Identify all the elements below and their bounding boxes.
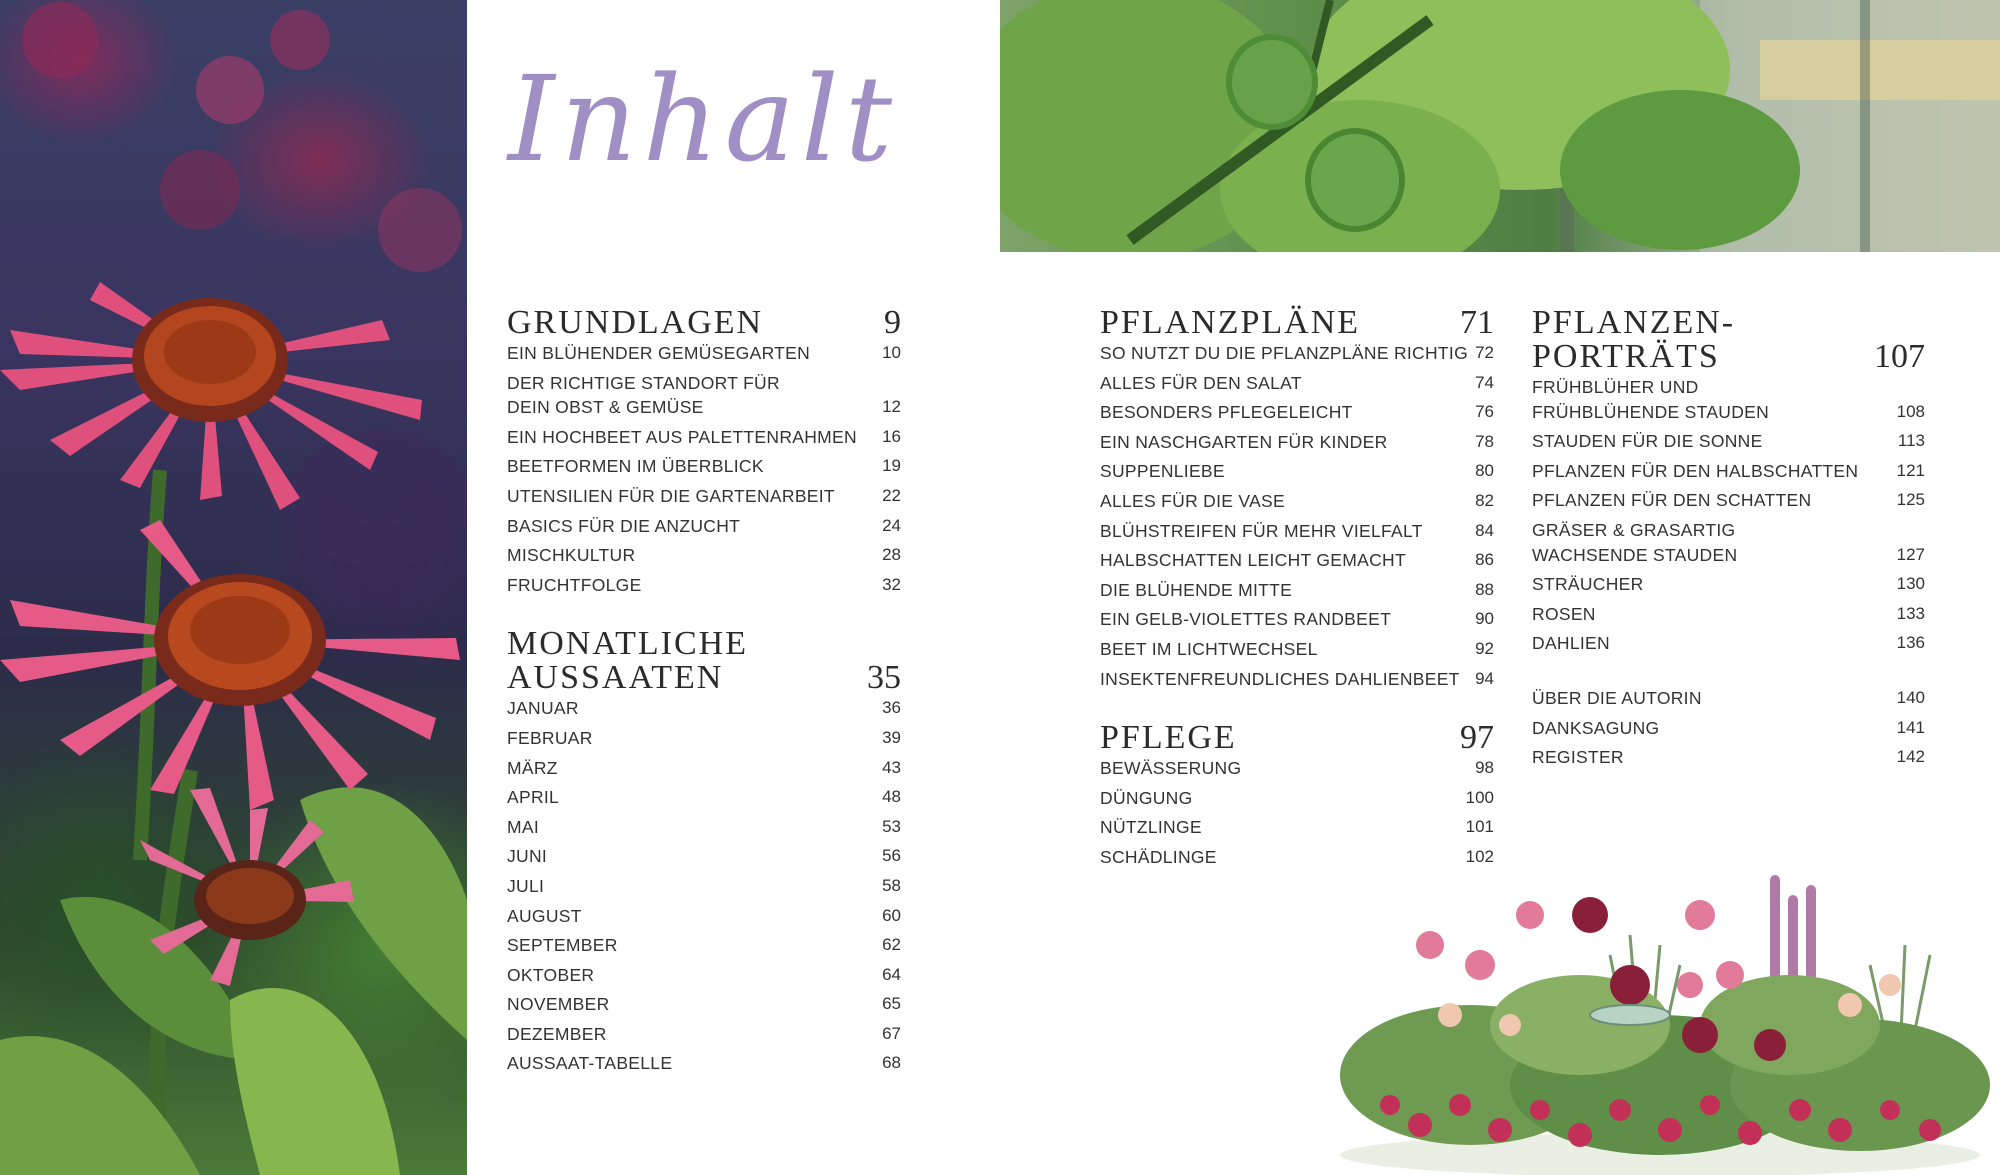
toc-extras xyxy=(1532,686,1925,770)
toc-entry[interactable] xyxy=(507,484,901,509)
entry-page: 80 xyxy=(1475,461,1494,481)
entry-page: 78 xyxy=(1475,431,1494,451)
entry-page: 28 xyxy=(882,545,901,565)
entry-page: 92 xyxy=(1475,638,1494,658)
entry-label: SEPTEMBER xyxy=(507,935,618,956)
entry-page: 127 xyxy=(1896,544,1925,564)
entry-page: 10 xyxy=(882,343,901,362)
entry-label: MÄRZ xyxy=(507,757,558,778)
entry-page: 136 xyxy=(1896,633,1925,653)
entry-label: ALLES FÜR DIE VASE xyxy=(1100,490,1285,511)
toc-entry[interactable] xyxy=(507,454,901,479)
section-title: PFLEGE xyxy=(1100,719,1237,757)
entry-label: BEETFORMEN IM ÜBERBLICK xyxy=(507,456,764,477)
entry-page: 62 xyxy=(882,935,901,955)
toc-entry[interactable] xyxy=(1100,430,1494,455)
entry-page: 53 xyxy=(882,816,901,836)
entry-page: 65 xyxy=(882,994,901,1014)
entry-label: DANKSAGUNG xyxy=(1532,717,1660,738)
entry-page: 82 xyxy=(1475,490,1494,510)
toc-entry[interactable] xyxy=(1100,756,1494,781)
entry-label: EIN GELB-VIOLETTES RANDBEET xyxy=(1100,609,1392,630)
echinacea-photo xyxy=(0,0,467,1175)
entry-label: ROSEN xyxy=(1532,603,1596,624)
toc-entry[interactable] xyxy=(1532,488,1925,513)
toc-entry[interactable] xyxy=(1100,341,1494,366)
entry-label: JANUAR xyxy=(507,698,579,719)
entry-label: BLÜHSTREIFEN FÜR MEHR VIELFALT xyxy=(1100,520,1423,541)
toc-section-grundlagen xyxy=(507,306,901,597)
toc-entry[interactable] xyxy=(1100,371,1494,396)
toc-column-3 xyxy=(1532,306,1925,775)
entry-label: PFLANZEN FÜR DEN SCHATTEN xyxy=(1532,490,1812,511)
entry-page: 58 xyxy=(882,875,901,895)
entry-page: 98 xyxy=(1475,758,1494,778)
entry-page: 142 xyxy=(1896,747,1925,767)
toc-entry[interactable] xyxy=(507,514,901,539)
section-page: 107 xyxy=(1874,338,1925,375)
entry-page: 74 xyxy=(1475,372,1494,392)
toc-entry[interactable] xyxy=(1532,518,1925,567)
toc-entry[interactable] xyxy=(507,933,901,958)
entry-page: 12 xyxy=(882,397,901,417)
entry-label: FRÜHBLÜHER UND FRÜHBLÜHENDE STAUDEN xyxy=(1532,377,1770,422)
entry-page: 67 xyxy=(882,1023,901,1043)
entry-page: 133 xyxy=(1896,603,1925,623)
entry-label: OKTOBER xyxy=(507,964,595,985)
entry-page: 43 xyxy=(882,757,901,777)
toc-entry[interactable] xyxy=(507,815,901,840)
toc-entry[interactable] xyxy=(507,573,901,598)
toc-section-monatliche-aussaaten xyxy=(507,627,901,1076)
entry-page: 88 xyxy=(1475,579,1494,599)
section-title: PFLANZPLÄNE xyxy=(1100,304,1361,341)
entry-page: 56 xyxy=(882,846,901,866)
entry-page: 76 xyxy=(1475,402,1494,422)
entry-label: DAHLIEN xyxy=(1532,633,1610,654)
entry-label: NÜTZLINGE xyxy=(1100,817,1202,838)
entry-label: BEWÄSSERUNG xyxy=(1100,758,1242,779)
entry-label: DIE BLÜHENDE MITTE xyxy=(1100,579,1293,600)
section-heading[interactable] xyxy=(1532,306,1925,374)
entry-page: 64 xyxy=(882,964,901,984)
entry-label: MAI xyxy=(507,816,540,837)
entry-label: ALLES FÜR DEN SALAT xyxy=(1100,372,1302,393)
entry-page: 16 xyxy=(882,426,901,446)
entry-page: 121 xyxy=(1896,460,1925,480)
section-heading[interactable] xyxy=(507,627,901,695)
toc-entry[interactable] xyxy=(1100,459,1494,484)
section-page: 97 xyxy=(1460,719,1494,757)
toc-entry[interactable] xyxy=(1100,400,1494,425)
toc-entry[interactable] xyxy=(1532,745,1925,770)
entry-page: 68 xyxy=(882,1053,901,1073)
entry-label: JUNI xyxy=(507,846,548,867)
toc-section-pflanzen-portraets xyxy=(1532,306,1925,656)
toc-entry[interactable] xyxy=(1100,578,1494,603)
entry-label: MISCHKULTUR xyxy=(507,545,636,566)
section-heading[interactable] xyxy=(1100,721,1494,755)
entry-label: SCHÄDLINGE xyxy=(1100,846,1217,867)
toc-entry[interactable] xyxy=(1100,637,1494,662)
toc-entry[interactable] xyxy=(1100,815,1494,840)
entry-label: APRIL xyxy=(507,787,560,808)
section-page: 35 xyxy=(867,659,901,697)
toc-entry[interactable] xyxy=(507,844,901,869)
entry-page: 84 xyxy=(1475,520,1494,540)
entry-label: GRÄSER & GRASARTIG WACHSENDE STAUDEN xyxy=(1532,519,1738,565)
entry-page: 108 xyxy=(1896,401,1925,421)
entry-label: SUPPENLIEBE xyxy=(1100,461,1225,482)
entry-label: DÜNGUNG xyxy=(1100,787,1193,808)
entry-label: EIN BLÜHENDER GEMÜSEGARTEN xyxy=(507,343,811,363)
entry-page: 39 xyxy=(882,727,901,747)
toc-entry[interactable] xyxy=(1100,667,1494,692)
entry-label: NOVEMBER xyxy=(507,994,610,1015)
entry-label: BASICS FÜR DIE ANZUCHT xyxy=(507,515,741,536)
entry-page: 24 xyxy=(882,515,901,535)
entry-label: PFLANZEN FÜR DEN HALBSCHATTEN xyxy=(1532,460,1859,481)
toc-entry[interactable] xyxy=(507,726,901,751)
toc-entry[interactable] xyxy=(507,904,901,929)
toc-entry[interactable] xyxy=(507,756,901,781)
section-title: MONATLICHE AUSSAATEN xyxy=(507,625,748,697)
toc-entry[interactable] xyxy=(507,785,901,810)
entry-label: FRUCHTFOLGE xyxy=(507,574,642,595)
toc-entry[interactable] xyxy=(1100,519,1494,544)
entry-page: 130 xyxy=(1896,574,1925,594)
toc-section-pflege xyxy=(1100,721,1494,869)
section-heading[interactable] xyxy=(507,306,901,340)
toc-entry[interactable] xyxy=(1532,375,1925,424)
toc-entry[interactable] xyxy=(1100,607,1494,632)
toc-entry[interactable] xyxy=(507,992,901,1017)
toc-entry[interactable] xyxy=(1100,548,1494,573)
entry-label: UTENSILIEN FÜR DIE GARTENARBEIT xyxy=(507,485,835,506)
entry-page: 48 xyxy=(882,787,901,807)
entry-label: BEET IM LICHTWECHSEL xyxy=(1100,638,1318,659)
toc-entry[interactable] xyxy=(1532,459,1925,484)
entry-label: DER RICHTIGE STANDORT FÜR DEIN OBST & GEMÜSE xyxy=(507,372,780,418)
entry-label: HALBSCHATTEN LEICHT GEMACHT xyxy=(1100,550,1406,571)
entry-label: REGISTER xyxy=(1532,747,1624,768)
entry-label: BESONDERS PFLEGELEICHT xyxy=(1100,402,1353,423)
entry-label: ÜBER DIE AUTORIN xyxy=(1532,687,1702,708)
entry-page: 72 xyxy=(1475,343,1494,362)
toc-entry[interactable] xyxy=(507,1051,901,1076)
section-page: 71 xyxy=(1460,304,1494,341)
entry-page: 102 xyxy=(1465,846,1494,866)
entry-page: 90 xyxy=(1475,609,1494,629)
entry-page: 32 xyxy=(882,574,901,594)
toc-entry[interactable] xyxy=(507,696,901,721)
entry-label: AUGUST xyxy=(507,905,582,926)
entry-page: 36 xyxy=(882,698,901,718)
entry-label: SO NUTZT DU DIE PFLANZPLÄNE RICHTIG xyxy=(1100,343,1468,363)
entry-page: 125 xyxy=(1896,490,1925,510)
toc-entry[interactable] xyxy=(1100,786,1494,811)
toc-column-2 xyxy=(1100,306,1494,900)
toc-entry[interactable] xyxy=(1532,429,1925,454)
toc-entry[interactable] xyxy=(507,371,901,420)
entry-page: 141 xyxy=(1896,717,1925,737)
toc-entry[interactable] xyxy=(1532,631,1925,656)
entry-page: 101 xyxy=(1465,817,1494,837)
entry-page: 94 xyxy=(1475,668,1494,688)
entry-label: DEZEMBER xyxy=(507,1023,607,1044)
entry-page: 140 xyxy=(1896,687,1925,707)
entry-page: 113 xyxy=(1897,431,1925,451)
toc-entry[interactable] xyxy=(1100,489,1494,514)
toc-entry[interactable] xyxy=(507,543,901,568)
entry-page: 86 xyxy=(1475,550,1494,570)
flower-bed-illustration xyxy=(1330,855,1990,1175)
section-title: GRUNDLAGEN xyxy=(507,304,764,341)
entry-label: AUSSAAT-TABELLE xyxy=(507,1053,673,1074)
toc-entry[interactable] xyxy=(507,963,901,988)
entry-page: 100 xyxy=(1465,787,1494,807)
entry-page: 22 xyxy=(882,485,901,505)
page-title: Inhalt xyxy=(508,50,899,188)
toc-entry[interactable] xyxy=(507,1022,901,1047)
toc-entry[interactable] xyxy=(1532,686,1925,711)
toc-section-pflanzplaene xyxy=(1100,306,1494,691)
entry-label: STRÄUCHER xyxy=(1532,574,1644,595)
entry-label: JULI xyxy=(507,875,545,896)
entry-label: EIN NASCHGARTEN FÜR KINDER xyxy=(1100,431,1388,452)
toc-column-1 xyxy=(507,306,901,1106)
toc-entry[interactable] xyxy=(507,425,901,450)
entry-label: INSEKTENFREUNDLICHES DAHLIENBEET xyxy=(1100,668,1460,689)
toc-entry[interactable] xyxy=(507,341,901,366)
section-title: PFLANZEN- PORTRÄTS xyxy=(1532,304,1736,375)
section-heading[interactable] xyxy=(1100,306,1494,340)
toc-entry[interactable] xyxy=(507,874,901,899)
entry-page: 19 xyxy=(882,456,901,476)
physalis-photo xyxy=(1000,0,2000,252)
entry-label: STAUDEN FÜR DIE SONNE xyxy=(1532,431,1763,452)
toc-entry[interactable] xyxy=(1532,572,1925,597)
entry-label: FEBRUAR xyxy=(507,727,593,748)
entry-label: EIN HOCHBEET AUS PALETTENRAHMEN xyxy=(507,426,857,447)
section-page: 9 xyxy=(884,304,901,341)
toc-entry[interactable] xyxy=(1532,602,1925,627)
toc-entry[interactable] xyxy=(1532,716,1925,741)
entry-page: 60 xyxy=(882,905,901,925)
